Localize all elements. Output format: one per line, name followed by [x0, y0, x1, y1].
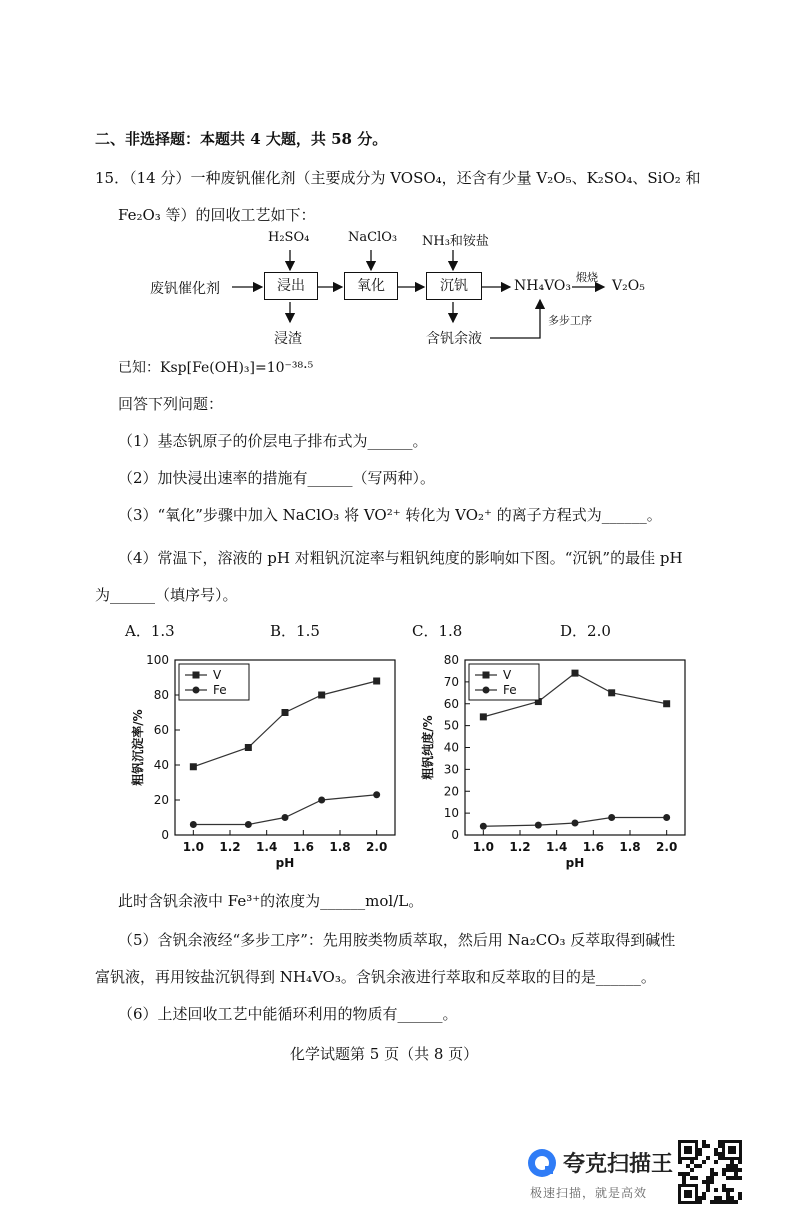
qr-module [698, 1200, 702, 1204]
data-point-fe [480, 823, 487, 830]
qr-module [694, 1176, 698, 1180]
y-axis-label: 粗钒沉淀率/% [131, 709, 145, 786]
y-tick-label: 80 [153, 688, 169, 702]
qr-module [738, 1168, 742, 1172]
qr-module [706, 1156, 710, 1160]
brand-name: 夸克扫描王 [563, 1152, 674, 1177]
qr-module [738, 1192, 742, 1196]
qr-module [718, 1152, 722, 1156]
page-footer: 化学试题第 5 页（共 8 页） [290, 1045, 479, 1063]
data-point-fe [282, 814, 289, 821]
x-axis-label: pH [275, 856, 295, 870]
qr-module [722, 1200, 726, 1204]
flow-arrows [0, 0, 800, 360]
y-axis-label: 粗钒纯度/% [421, 715, 435, 780]
residue-label: 浸渣 [274, 331, 302, 347]
product-nh4vo3: NH₄VO₃ [514, 278, 572, 294]
x-tick-label: 1.0 [472, 840, 494, 854]
qr-module [702, 1160, 706, 1164]
option-c: C．1.8 [412, 622, 463, 640]
scanner-logo-icon [525, 1146, 559, 1180]
qr-module [702, 1196, 706, 1200]
data-point-fe [318, 797, 325, 804]
qr-module [726, 1200, 730, 1204]
data-point-fe [245, 821, 252, 828]
qr-module [718, 1156, 722, 1160]
x-tick-label: 1.4 [546, 840, 568, 854]
question-stem-line2: Fe₂O₃ 等）的回收工艺如下： [118, 206, 316, 224]
data-point-fe [608, 814, 615, 821]
qr-module [698, 1196, 702, 1200]
product-v2o5: V₂O₅ [612, 278, 645, 294]
x-tick-label: 1.2 [219, 840, 241, 854]
y-tick-label: 20 [153, 793, 169, 807]
qr-code-icon [678, 1140, 742, 1204]
sub-question-2: （2）加快浸出速率的措施有______（写两种）。 [118, 469, 436, 487]
x-tick-label: 1.8 [329, 840, 351, 854]
data-point-v [663, 700, 670, 707]
y-tick-label: 50 [443, 718, 459, 733]
qr-module [726, 1176, 730, 1180]
qr-module [682, 1180, 686, 1184]
data-point-v [608, 689, 615, 696]
legend-marker [483, 672, 490, 679]
qr-module [714, 1152, 718, 1156]
qr-module [734, 1168, 738, 1172]
qr-module [726, 1164, 730, 1168]
qr-module [702, 1192, 706, 1196]
option-d: D．2.0 [560, 622, 611, 640]
x-axis-label: pH [565, 856, 585, 870]
question-stem-line1: 15．（14 分）一种废钒催化剂（主要成分为 VOSO₄，还含有少量 V₂O₅、K₂SO₄、SiO₂ 和 [95, 169, 701, 187]
x-tick-label: 1.0 [182, 840, 204, 854]
data-point-fe [663, 814, 670, 821]
qr-module [734, 1172, 738, 1176]
y-tick-label: 100 [146, 653, 169, 667]
qr-module [730, 1200, 734, 1204]
sub-question-3: （3）“氧化”步骤中加入 NaClO₃ 将 VO²⁺ 转化为 VO₂⁺ 的离子方程式为______。 [118, 506, 662, 524]
qr-module [710, 1168, 714, 1172]
qr-module [714, 1172, 718, 1176]
y-tick-label: 20 [443, 784, 459, 799]
qr-module [702, 1140, 706, 1144]
legend-marker [193, 687, 200, 694]
legend-label-fe: Fe [213, 683, 227, 697]
reagent-h2so4: H₂SO₄ [268, 230, 310, 245]
qr-module [726, 1196, 730, 1200]
qr-module [722, 1184, 726, 1188]
y-tick-label: 0 [161, 828, 169, 842]
qr-finder-core [728, 1146, 736, 1154]
y-tick-label: 30 [443, 762, 459, 777]
qr-module [730, 1168, 734, 1172]
data-point-v [373, 678, 380, 685]
known-ksp: 已知：Ksp[Fe(OH)₃]=10⁻³⁸·⁵ [118, 360, 314, 376]
qr-module [702, 1144, 706, 1148]
x-tick-label: 1.6 [292, 840, 314, 854]
qr-module [698, 1152, 702, 1156]
data-point-v [318, 692, 325, 699]
x-tick-label: 2.0 [656, 840, 678, 854]
qr-module [722, 1188, 726, 1192]
section-header: 二、非选择题：本题共 4 大题，共 58 分。 [95, 130, 388, 148]
qr-module [730, 1188, 734, 1192]
sub-question-5-line1: （5）含钒余液经“多步工序”：先用胺类物质萃取，然后用 Na₂CO₃ 反萃取得到碱性 [118, 931, 676, 949]
qr-module [706, 1184, 710, 1188]
qr-module [718, 1144, 722, 1148]
sub-question-5-line2: 富钒液，再用铵盐沉钒得到 NH₄VO₃。含钒余液进行萃取和反萃取的目的是______。 [95, 968, 656, 986]
qr-module [730, 1160, 734, 1164]
qr-module [714, 1196, 718, 1200]
qr-module [734, 1200, 738, 1204]
qr-module [718, 1196, 722, 1200]
qr-module [690, 1168, 694, 1172]
qr-module [726, 1188, 730, 1192]
qr-module [726, 1168, 730, 1172]
qr-module [694, 1164, 698, 1168]
y-tick-label: 40 [153, 758, 169, 772]
qr-module [710, 1200, 714, 1204]
y-tick-label: 40 [443, 740, 459, 755]
data-point-fe [535, 822, 542, 829]
qr-module [722, 1168, 726, 1172]
calcine-label: 煅烧 [576, 271, 598, 284]
legend-label-v: V [213, 668, 222, 682]
filtrate-label: 含钒余液 [426, 331, 482, 347]
legend-marker [193, 672, 200, 679]
qr-module [730, 1176, 734, 1180]
step-precipitation: 沉钒 [426, 272, 482, 300]
qr-module [710, 1180, 714, 1184]
reagent-nh3: NH₃和铵盐 [422, 234, 489, 249]
qr-module [714, 1200, 718, 1204]
data-point-fe [190, 821, 197, 828]
qr-module [710, 1172, 714, 1176]
qr-module [698, 1164, 702, 1168]
x-tick-label: 2.0 [366, 840, 388, 854]
y-tick-label: 80 [443, 653, 459, 667]
qr-module [710, 1176, 714, 1180]
sub-question-4-line1: （4）常温下，溶液的 pH 对粗钒沉淀率与粗钒纯度的影响如下图。“沉钒”的最佳 pH [118, 549, 683, 567]
x-tick-label: 1.4 [256, 840, 278, 854]
legend-label-v: V [503, 668, 512, 682]
legend-label-fe: Fe [503, 683, 517, 697]
qr-finder-core [684, 1190, 692, 1198]
qr-module [678, 1172, 682, 1176]
option-a: A．1.3 [125, 622, 175, 640]
data-point-fe [572, 819, 579, 826]
arrow-multistep [490, 300, 540, 338]
data-point-v [282, 709, 289, 716]
qr-module [686, 1164, 690, 1168]
option-b: B．1.5 [270, 622, 320, 640]
qr-module [714, 1148, 718, 1152]
x-tick-label: 1.8 [619, 840, 641, 854]
legend-marker [483, 687, 490, 694]
data-point-v [245, 744, 252, 751]
sub-question-4-after: 此时含钒余液中 Fe³⁺的浓度为______mol/L。 [118, 892, 424, 910]
qr-module [734, 1176, 738, 1180]
y-tick-label: 70 [443, 674, 459, 689]
qr-module [730, 1196, 734, 1200]
y-tick-label: 60 [153, 723, 169, 737]
qr-module [682, 1172, 686, 1176]
brand-slogan: 极速扫描，就是高效 [530, 1186, 648, 1200]
x-tick-label: 1.6 [582, 840, 604, 854]
qr-module [690, 1176, 694, 1180]
sub-question-1: （1）基态钒原子的价层电子排布式为______。 [118, 432, 428, 450]
y-tick-label: 0 [451, 828, 459, 842]
qr-module [706, 1176, 710, 1180]
qr-module [706, 1188, 710, 1192]
qr-module [686, 1172, 690, 1176]
chart-purity [410, 650, 700, 875]
qr-module [738, 1196, 742, 1200]
qr-module [718, 1200, 722, 1204]
sub-question-4-line2: 为______（填序号）。 [95, 586, 238, 604]
data-point-v [480, 713, 487, 720]
qr-module [698, 1148, 702, 1152]
qr-module [678, 1160, 682, 1164]
step-leaching: 浸出 [264, 272, 318, 300]
answer-prompt: 回答下列问题： [118, 395, 224, 413]
qr-module [702, 1180, 706, 1184]
feed-label: 废钒催化剂 [150, 281, 220, 297]
qr-module [714, 1160, 718, 1164]
qr-finder-core [684, 1146, 692, 1154]
step-oxidation: 氧化 [344, 272, 398, 300]
qr-module [738, 1176, 742, 1180]
data-point-v [572, 670, 579, 677]
reagent-naclo3: NaClO₃ [348, 230, 398, 245]
x-tick-label: 1.2 [509, 840, 531, 854]
data-point-fe [373, 791, 380, 798]
multistep-label: 多步工序 [548, 314, 592, 327]
qr-module [714, 1188, 718, 1192]
chart-precipitation-rate [120, 650, 410, 875]
qr-module [706, 1180, 710, 1184]
qr-module [726, 1192, 730, 1196]
qr-module [706, 1144, 710, 1148]
qr-module [734, 1164, 738, 1168]
y-tick-label: 60 [443, 696, 459, 711]
sub-question-6: （6）上述回收工艺中能循环利用的物质有______。 [118, 1005, 458, 1023]
qr-module [722, 1172, 726, 1176]
qr-module [690, 1160, 694, 1164]
qr-module [682, 1176, 686, 1180]
qr-module [738, 1160, 742, 1164]
qr-module [730, 1164, 734, 1168]
y-tick-label: 10 [443, 806, 459, 821]
data-point-v [190, 763, 197, 770]
qr-module [718, 1140, 722, 1144]
